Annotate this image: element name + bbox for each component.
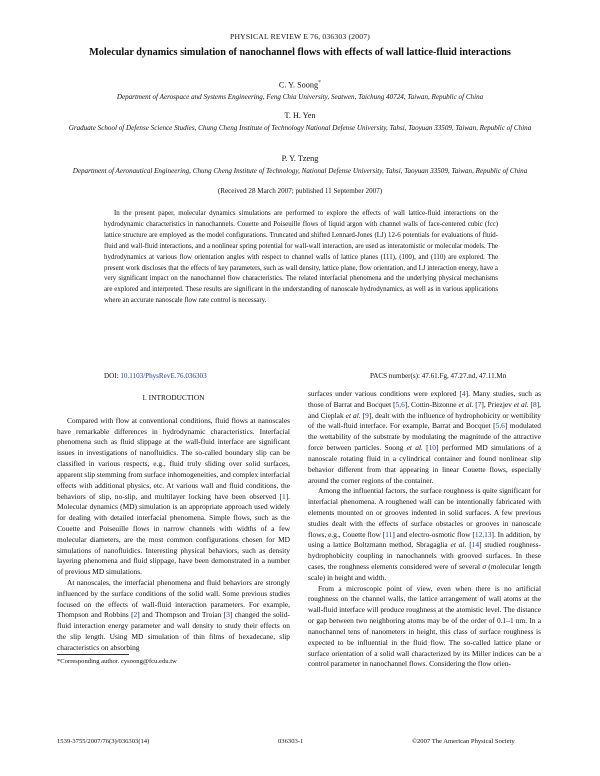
citation-link[interactable]: 8 — [532, 399, 537, 409]
citation-link[interactable]: 4 — [461, 389, 466, 398]
citation-link[interactable]: 2 — [133, 610, 138, 620]
pacs-numbers: PACS number(s): 47.61.Fg, 47.27.nd, 47.11.Mn — [370, 372, 507, 380]
footer-issn: 1539-3755/2007/76(3)/036303(14) — [57, 738, 150, 745]
body-paragraph: Compared with flow at conventional conditions, fluid flows at nanoscales have remarkable differences in hydrodynamic characteristics. Interfacial phenomena such as fluid slippage at the wall-fluid interface are significant issues in investigations of nanofluidics. The so-called boundary slip can be classified in various respects, e.g., fluid truly sliding over solid surfaces, apparent slip stemming from surface inhomogeneities, and complex interfacial effects with additional physics, etc. At various wall and fluid conditions, the behaviors of slip, no-slip, and multilayer locking have been observed [1]. Molecular dynamics (MD) simulation is an appropriate approach used widely for dealing with detailed interfacial phenomena. Simple flows, such as the Couette and Poiseuille flows in narrow channels with widths of a few molecular diameters, are the most common configurations chosen for MD simulations of nanofluidics. Interesting physical behaviors, such as density layering phenomena and fluid slippage, have been demonstrated in a number of previous MD simulations. — [57, 415, 290, 577]
author-name: P. Y. Tzeng — [281, 154, 319, 163]
body-column-right — [308, 389, 541, 670]
citation-link[interactable]: 12,13 — [474, 529, 492, 539]
corresponding-author-footnote: *Corresponding author. cysoong@fcu.edu.tw — [57, 658, 177, 665]
citation-link[interactable]: 5,6 — [495, 421, 505, 431]
citation-link[interactable]: 11 — [385, 529, 393, 539]
author-name: T. H. Yen — [284, 111, 316, 120]
author-name-text: C. Y. Soong — [278, 80, 319, 90]
author-affiliation: Department of Aerospace and Systems Engineering, Feng Chia University, Seatwen, Taichung 40724, Taiwan, Republic of China — [116, 93, 484, 101]
abstract: In the present paper, molecular dynamics simulations are performed to explore the effects of wall lattice-fluid interactions on the hydrodynamic characteristics in nanochannels. Couette and Poiseuille flows of liquid argon with channel walls of face-centered cubic (fcc) lattice structure are employed as the model configurations. Truncated and shifted Lennard-Jones (LJ) 12-6 potentials for evaluations of fluid-fluid and wall-fluid interactions, and a nonlinear spring potential for wall-wall interaction, are used as interatomistic or molecular models. The hydrodynamics at various flow orientation angles with respect to channel walls of lattice planes (111), (100), and (110) are explored. The present work discloses that the effects of key parameters, such as wall density, lattice plane, flow orientation, and LJ interaction energy, have a very significant impact on the nanochannel flow characteristics. The related interfacial phenomena and the underlying physical mechanisms are explored and interpreted. These results are significant in the understanding of nanoscale hydrodynamics, as well as in various applications where an accurate nanoscale flow rate control is necessary. — [104, 210, 498, 305]
received-dates: (Received 28 March 2007; published 11 September 2007) — [217, 187, 383, 195]
author-affiliation: Department of Aeronautical Engineering, Chung Cheng Institute of Technology, National Defense University, Tahsi, Taoyuan 33509, Taiwan, Republic of China — [72, 167, 528, 175]
body-paragraph: surfaces under various conditions were explored [4]. Many studies, such as those of Barrat and Bocquet [5,6], Cottin-Bizonne et al. [7], Priezjev et al. [8], and Cieplak et al. [9], dealt with the influence of hydrophobicity or wettibility of the wall-fluid interface. For example, Barrat and Bocquet [5,6] modulated the wettability of the substrate by modulating the magnitude of the attractive force between particles. Soong et al. [10] performed MD simulations of a nanoscale rotating fluid in a cylindrical container and found nonlinear slip behavior different from that appearing in linear Couette flows, especially around the corner regions of the container. — [308, 389, 542, 485]
doi-link[interactable]: 10.1103/PhysRevE.76.036303 — [120, 372, 207, 380]
footnote-divider — [57, 654, 129, 655]
paper-title: Molecular dynamics simulation of nanochannel flows with effects of wall lattice-fluid interactions — [89, 47, 511, 58]
citation-link[interactable]: 14 — [471, 540, 480, 550]
citation-link[interactable]: 7 — [477, 399, 482, 409]
corresponding-author-mark[interactable]: * — [318, 80, 322, 86]
citation-link[interactable]: 5,6 — [395, 399, 405, 409]
doi-label: DOI: — [104, 372, 119, 380]
author-affiliation: Graduate School of Defense Science Studies, Chung Cheng Institute of Technology National Defense University, Tahsi, Taoyuan 33509, Taiwan, Republic of China — [68, 124, 532, 132]
citation-link[interactable]: 1 — [281, 491, 286, 501]
doi-line — [104, 372, 207, 380]
body-paragraph: From a microscopic point of view, even when there is no artificial roughness on the channel walls, the lattice arrangement of wall atoms at the wall-fluid interface will produce roughness at the atomistic level. The distance or gap between two neighboring atoms may be of the order of 0.1–1 nm. In a nanochannel tens of nanometers in height, this class of surface roughness is expected to be influential in the fluid flow. The so-called lattice plane or surface orientation of a solid wall characterized by its Miller indices can be a control parameter in nanochannel flows. Considering the flow orien- — [308, 583, 541, 669]
footer-page-number: 036303-1 — [278, 738, 304, 745]
body-paragraph: Among the influential factors, the surface roughness is quite significant for interfacial phenomena. A roughened wall can be intentionally fabricated with elements mounted on or grooves indented in solid surfaces. A few previous studies dealt with the effects of surface obstacles or grooves in nanoscale flows, e.g., Couette flow [11] and electro-osmotic flow [12,13]. In addition, by using a lattice Boltzmann method, Sbragaglia et al. [14] studied roughness-hydrophobicity coupling in nanochannels with grooved surfaces. In these cases, the roughness elements considered were of several σ (molecular length scale) in height and width. — [308, 486, 542, 582]
journal-header: PHYSICAL REVIEW E 76, 036303 (2007) — [230, 32, 370, 41]
body-paragraph: At nanoscales, the interfacial phenomena and fluid behaviors are strongly influenced by the surface conditions of the solid wall. Some previous studies focused on the effects of wall-fluid interaction parameters. For example, Thompson and Robbins [2] and Thompson and Troian [3] changed the solid-fluid interaction energy parameter and wall density to study their effects on the slip length. Using MD simulation of thin films of hexadecane, slip characteristics on absorbing — [57, 578, 290, 652]
author-name — [40, 80, 560, 90]
body-column-left — [57, 393, 290, 654]
footer-copyright: ©2007 The American Physical Society — [412, 738, 515, 745]
citation-link[interactable]: 3 — [226, 610, 230, 620]
section-heading: I. INTRODUCTION — [142, 393, 205, 402]
citation-link[interactable]: 10 — [428, 443, 436, 453]
citation-link[interactable]: 9 — [365, 410, 369, 420]
